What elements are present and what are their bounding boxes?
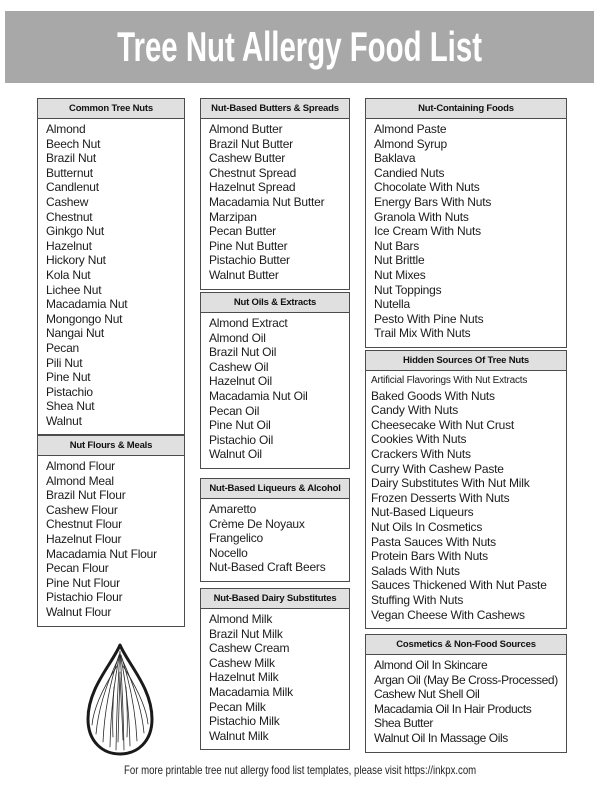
list-item: Brazil Nut Oil — [209, 345, 277, 360]
section-body — [38, 456, 184, 626]
list-item: Chestnut Flour — [46, 517, 122, 532]
section-box — [365, 98, 567, 348]
list-item: Pistachio — [46, 384, 93, 399]
list-item: Nut Brittle — [374, 253, 425, 268]
column-right — [365, 0, 567, 800]
section-body — [366, 119, 566, 347]
list-item: Cashew Flour — [46, 502, 118, 517]
list-item: Nut Mixes — [374, 267, 426, 282]
list-item: Hazelnut Milk — [209, 670, 279, 685]
list-item: Hazelnut Oil — [209, 374, 272, 389]
section-body — [201, 313, 349, 468]
list-item: Almond Paste — [374, 122, 447, 136]
section-title: Nut-Based Liqueurs & Alcohol — [209, 483, 341, 494]
list-item: Granola With Nuts — [374, 209, 469, 224]
list-item: Dairy Substitutes With Nut Milk — [371, 476, 530, 491]
list-item: Stuffing With Nuts — [371, 592, 464, 607]
section-title: Nut-Based Dairy Substitutes — [213, 593, 337, 604]
list-item: Hickory Nut — [46, 253, 106, 268]
list-item: Brazil Nut Butter — [209, 136, 293, 151]
list-item: Pine Nut Butter — [209, 238, 288, 253]
section-header — [366, 99, 566, 119]
list-item: Cheesecake With Nut Crust — [371, 417, 515, 432]
list-item: Kola Nut — [46, 267, 91, 282]
list-item: Ginkgo Nut — [46, 224, 105, 239]
list-item: Pistachio Butter — [209, 253, 290, 268]
list-item: Chestnut — [46, 209, 93, 224]
list-item: Almond Oil — [209, 330, 266, 345]
section-body — [366, 371, 566, 628]
section-header — [201, 479, 349, 499]
list-item: Nut Toppings — [374, 282, 442, 297]
list-item: Cashew Milk — [209, 655, 275, 670]
section-title: Nut-Containing Foods — [418, 103, 514, 114]
section-body — [201, 609, 349, 749]
list-item: Vegan Cheese With Cashews — [371, 607, 525, 622]
column-middle — [200, 0, 350, 800]
column-left — [37, 0, 185, 800]
list-item: Pistachio Flour — [46, 590, 123, 605]
list-item: Lichee Nut — [46, 282, 102, 297]
page-title: Tree Nut Allergy Food List — [117, 23, 482, 70]
list-item: Butternut — [46, 165, 93, 180]
list-item: Nut-Based Craft Beers — [209, 560, 326, 575]
list-item: Mongongo Nut — [46, 311, 123, 326]
list-item: Salads With Nuts — [371, 563, 460, 578]
list-item: Pesto With Pine Nuts — [374, 311, 484, 326]
list-item: Nut Bars — [374, 238, 420, 253]
list-item: Macadamia Nut Flour — [46, 546, 157, 561]
list-item: Candy With Nuts — [371, 403, 459, 418]
section-body — [38, 119, 184, 434]
section-header — [201, 99, 349, 119]
list-item: Crème De Noyaux — [209, 516, 305, 531]
list-item: Pecan Butter — [209, 224, 276, 239]
list-item: Almond Syrup — [374, 136, 447, 151]
list-item: Chestnut Spread — [209, 165, 297, 180]
section-header — [366, 351, 566, 371]
list-item: Macadamia Nut Butter — [209, 194, 325, 209]
list-item: Macadamia Nut Oil — [209, 388, 308, 403]
list-item: Walnut Milk — [209, 728, 269, 743]
section-box — [200, 588, 350, 750]
list-item: Brazil Nut — [46, 151, 97, 166]
list-item: Beech Nut — [46, 136, 101, 151]
list-item: Pine Nut Flour — [46, 575, 120, 590]
list-item: Energy Bars With Nuts — [374, 194, 492, 209]
list-item: Almond Meal — [46, 473, 114, 488]
section-title: Common Tree Nuts — [69, 103, 153, 114]
list-item: Cashew Nut Shell Oil — [374, 687, 480, 702]
footer-text: For more printable tree nut allergy food list templates, please visit https://inkpx.com — [123, 763, 477, 777]
list-item: Nut-Based Liqueurs — [371, 505, 474, 520]
list-item: Walnut Butter — [209, 267, 279, 282]
almond-illustration — [78, 642, 162, 757]
list-item: Pine Nut Oil — [209, 418, 271, 433]
section-box — [200, 478, 350, 582]
section-box — [200, 292, 350, 469]
list-item: Ice Cream With Nuts — [374, 224, 481, 239]
list-item: Frozen Desserts With Nuts — [371, 490, 510, 505]
section-title: Nut Oils & Extracts — [233, 297, 317, 308]
list-item: Trail Mix With Nuts — [374, 326, 471, 341]
list-item: Candied Nuts — [374, 165, 445, 180]
list-item: Cashew Oil — [209, 359, 269, 374]
section-header — [201, 589, 349, 609]
section-body — [201, 119, 349, 289]
list-item: Nocello — [209, 545, 248, 560]
section-title: Nut Flours & Meals — [69, 440, 153, 451]
list-item: Crackers With Nuts — [371, 446, 471, 461]
list-item: Walnut Oil — [209, 447, 262, 462]
list-item: Pistachio Milk — [209, 714, 280, 729]
list-item: Macadamia Milk — [209, 684, 293, 699]
list-item: Almond Milk — [209, 612, 273, 626]
section-body — [366, 655, 566, 752]
list-item: Artificial Flavorings With Nut Extracts — [371, 375, 528, 386]
list-item: Walnut Flour — [46, 604, 112, 619]
list-item: Pasta Sauces With Nuts — [371, 534, 496, 549]
section-title: Hidden Sources Of Tree Nuts — [402, 355, 530, 366]
list-item: Hazelnut Flour — [46, 531, 122, 546]
list-item: Argan Oil (May Be Cross-Processed) — [374, 672, 558, 687]
list-item: Cookies With Nuts — [371, 432, 467, 447]
footer-note — [0, 763, 600, 777]
list-item: Baked Goods With Nuts — [371, 388, 495, 403]
list-item: Amaretto — [209, 502, 257, 516]
section-box — [37, 435, 185, 627]
section-header — [38, 99, 184, 119]
list-item: Cashew Butter — [209, 151, 286, 166]
section-header — [38, 436, 184, 456]
list-item: Candlenut — [46, 180, 99, 195]
list-item: Nangai Nut — [46, 326, 105, 341]
list-item: Pili Nut — [46, 355, 83, 370]
list-item: Cashew — [46, 194, 89, 209]
list-item: Baklava — [374, 151, 416, 166]
section-box — [365, 634, 567, 753]
list-item: Chocolate With Nuts — [374, 180, 480, 195]
list-item: Brazil Nut Flour — [46, 488, 126, 503]
section-body — [201, 499, 349, 581]
list-item: Frangelico — [209, 531, 264, 546]
list-item: Protein Bars With Nuts — [371, 549, 488, 564]
section-box — [365, 350, 567, 629]
list-item: Pecan Flour — [46, 561, 109, 576]
list-item: Marzipan — [209, 209, 257, 224]
list-item: Almond Flour — [46, 459, 115, 473]
list-item: Almond — [46, 122, 86, 136]
list-item: Curry With Cashew Paste — [371, 461, 504, 476]
list-item: Macadamia Nut — [46, 297, 128, 312]
list-item: Pecan Oil — [209, 403, 260, 418]
list-item: Almond Oil In Skincare — [374, 658, 488, 672]
section-title: Nut-Based Butters & Spreads — [211, 103, 339, 114]
list-item: Walnut — [46, 413, 82, 428]
list-item: Pistachio Oil — [209, 432, 274, 447]
list-item: Nut Oils In Cosmetics — [371, 519, 483, 534]
list-item: Almond Butter — [209, 122, 283, 136]
list-item: Almond Extract — [209, 316, 288, 330]
list-item: Shea Nut — [46, 399, 95, 414]
list-item: Nutella — [374, 297, 410, 312]
list-item: Hazelnut Spread — [209, 180, 296, 195]
list-item: Pecan Milk — [209, 699, 266, 714]
list-item: Pine Nut — [46, 370, 91, 385]
list-item: Brazil Nut Milk — [209, 626, 283, 641]
section-title: Cosmetics & Non-Food Sources — [396, 639, 536, 650]
list-item: Hazelnut — [46, 238, 92, 253]
section-box — [200, 98, 350, 290]
section-header — [366, 635, 566, 655]
list-item: Pecan — [46, 340, 80, 355]
section-header — [201, 293, 349, 313]
list-item: Cashew Cream — [209, 641, 290, 656]
list-item: Sauces Thickened With Nut Paste — [371, 578, 547, 593]
list-item: Shea Butter — [374, 716, 433, 731]
list-item: Walnut Oil In Massage Oils — [374, 730, 508, 745]
list-item: Macadamia Oil In Hair Products — [374, 701, 532, 716]
section-box — [37, 98, 185, 435]
